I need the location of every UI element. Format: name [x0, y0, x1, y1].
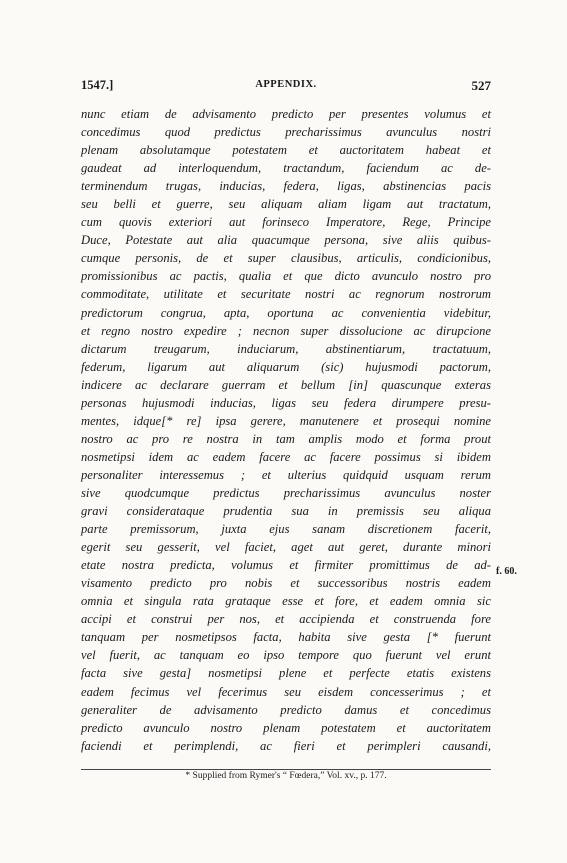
text-line: federum, ligarum aut aliquarum (sic) hujusmodi pactorum,: [81, 359, 491, 374]
text-line: mentes, idque[* re] ipsa gerere, manutenere et prosequi nomine: [81, 413, 491, 428]
text-line: gaudeat ad interloquendum, tractandum, faciendum ac de-: [81, 161, 491, 176]
text-line: personaliter interessemus ; et ulterius quidquid usquam rerum: [81, 467, 491, 482]
text-line: eadem fecimus vel fecerimus seu eisdem concesserimus ; et: [81, 684, 491, 699]
text-line: terminendum trugas, inducias, federa, ligas, abstinencias pacis: [81, 179, 491, 194]
text-line: dictarum treugarum, induciarum, abstinentiarum, tractatuum,: [81, 341, 491, 356]
text-line: accipi et construi per nos, et accipienda et construenda fore: [81, 612, 491, 627]
text-line: cum quovis exteriori aut forinseco Imperatore, Rege, Principe: [81, 215, 491, 230]
margin-folio-note: f. 60.: [496, 566, 517, 577]
latin-body-text: [81, 105, 491, 755]
header-title: APPENDIX.: [255, 79, 317, 90]
text-line: omnia et singula rata grataque esse et fore, et eadem omnia sic: [81, 594, 491, 609]
text-line: commoditate, utilitate et securitate nostri ac regnorum nostrorum: [81, 287, 491, 302]
footnote: * Supplied from Rymer's “ Fœdera,” Vol. xv., p. 177.: [185, 771, 387, 781]
text-line: egerit seu gesserit, vel faciet, aget aut geret, durante minori: [81, 540, 491, 555]
page-number: 527: [471, 78, 491, 93]
text-line: cumque personis, de et super clausibus, articulis, condicionibus,: [81, 251, 491, 266]
text-line: Duce, Potestate aut alia quacumque persona, sive aliis quibus-: [81, 233, 491, 248]
text-line: personas hujusmodi inducias, ligas seu federa dirumpere presu-: [81, 395, 491, 410]
text-line: et regno nostro expedire ; necnon super dissolucione ac dirupcione: [81, 323, 491, 338]
running-header: [81, 78, 491, 96]
text-line: vel fuerit, ac tanquam eo ipso tempore quo fuerunt vel erunt: [81, 648, 491, 663]
text-line: predictorum congrua, apta, oportuna ac convenientia videbitur,: [81, 305, 491, 320]
text-line: faciendi et perimplendi, ac fieri et perimpleri causandi,: [81, 738, 491, 753]
text-line: facta sive gesta] nosmetipsi plene et perfecte etatis existens: [81, 666, 491, 681]
footnote-rule: [81, 769, 491, 770]
text-line: indicere ac declarare guerram et bellum [in] quascunque exteras: [81, 377, 491, 392]
text-line: predicto avunculo nostro plenam potestatem et auctoritatem: [81, 720, 491, 735]
text-line: visamento predicto pro nobis et successoribus nostris eadem: [81, 576, 491, 591]
text-line: parte premissorum, juxta ejus sanam discretionem facerit,: [81, 522, 491, 537]
text-line: nosmetipsi idem ac eadem facere ac facere possimus si ibidem: [81, 449, 491, 464]
text-line: gravi considerataque prudentia sua in premissis seu aliqua: [81, 504, 491, 519]
text-line: promissionibus ac pactis, qualia et que dicto avunculo nostro pro: [81, 269, 491, 284]
text-line: nostro ac pro re nostra in tam amplis modo et forma prout: [81, 431, 491, 446]
text-line: tanquam per nosmetipsos facta, habita sive gesta [* fuerunt: [81, 630, 491, 645]
text-line: etate nostra predicta, volumus et firmiter promittimus de ad-: [81, 558, 491, 573]
text-line: plenam absolutamque potestatem et auctoritatem habeat et: [81, 143, 491, 158]
text-line: nunc etiam de advisamento predicto per presentes volumus et: [81, 107, 491, 121]
text-line: seu belli et guerre, seu aliquam aliam ligam aut tractatum,: [81, 197, 491, 212]
text-line: generaliter de advisamento predicto damus et concedimus: [81, 702, 491, 717]
header-year: 1547.]: [81, 78, 114, 92]
text-line: concedimus quod predictus precharissimus avunculus nostri: [81, 125, 491, 140]
text-line: sive quodcumque predictus precharissimus avunculus noster: [81, 485, 491, 500]
